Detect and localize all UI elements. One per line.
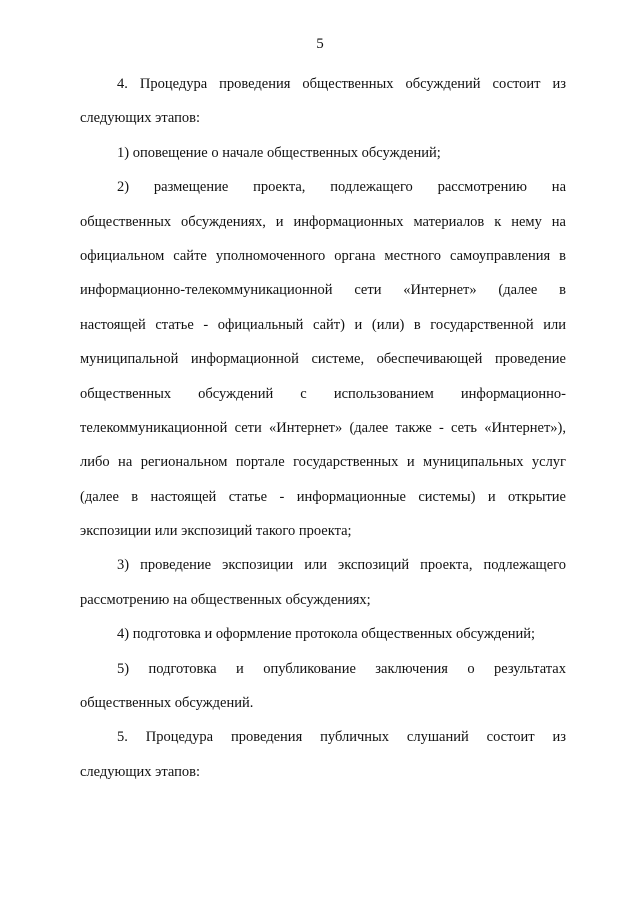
- text-line: телекоммуникационной сети «Интернет» (далее также - сеть «Интернет»),: [80, 419, 566, 436]
- text-line: 4) подготовка и оформление протокола общественных обсуждений;: [117, 626, 536, 643]
- text-line: настоящей статье - официальный сайт) и (или) в государственной или: [80, 316, 566, 333]
- document-body: [80, 67, 566, 789]
- page-number: 5: [316, 36, 324, 52]
- paragraph: [80, 548, 566, 617]
- text-line: общественных обсуждениях, и информационных материалов к нему на: [80, 213, 566, 230]
- text-line: 4. Процедура проведения общественных обсуждений состоит из: [117, 76, 566, 92]
- text-line: общественных обсуждений.: [80, 695, 254, 712]
- text-line: (далее в настоящей статье - информационные системы) и открытие: [80, 488, 566, 505]
- text-line: 2) размещение проекта, подлежащего рассмотрению на: [117, 179, 566, 196]
- paragraph: [80, 617, 566, 651]
- text-line: официальном сайте уполномоченного органа местного самоуправления в: [80, 247, 566, 264]
- text-line: муниципальной информационной системе, обеспечивающей проведение: [80, 351, 566, 368]
- text-line: 3) проведение экспозиции или экспозиций проекта, подлежащего: [117, 557, 566, 574]
- text-line: экспозиции или экспозиций такого проекта;: [80, 523, 352, 540]
- text-line: информационно-телекоммуникационной сети «Интернет» (далее в: [80, 282, 566, 299]
- text-line: рассмотрению на общественных обсуждениях;: [80, 591, 371, 608]
- text-line: общественных обсуждений с использованием информационно-: [80, 385, 566, 402]
- paragraph: [80, 170, 566, 548]
- text-line: либо на региональном портале государственных и муниципальных услуг: [80, 454, 566, 471]
- paragraph: [80, 67, 566, 136]
- paragraph: [80, 720, 566, 789]
- text-line: 1) оповещение о начале общественных обсуждений;: [117, 144, 441, 161]
- paragraph: [80, 136, 566, 170]
- text-line: 5. Процедура проведения публичных слушаний состоит из: [117, 729, 566, 746]
- text-line: следующих этапов:: [80, 110, 201, 127]
- paragraph: [80, 652, 566, 721]
- text-line: следующих этапов:: [80, 763, 201, 780]
- text-line: 5) подготовка и опубликование заключения о результатах: [117, 660, 566, 677]
